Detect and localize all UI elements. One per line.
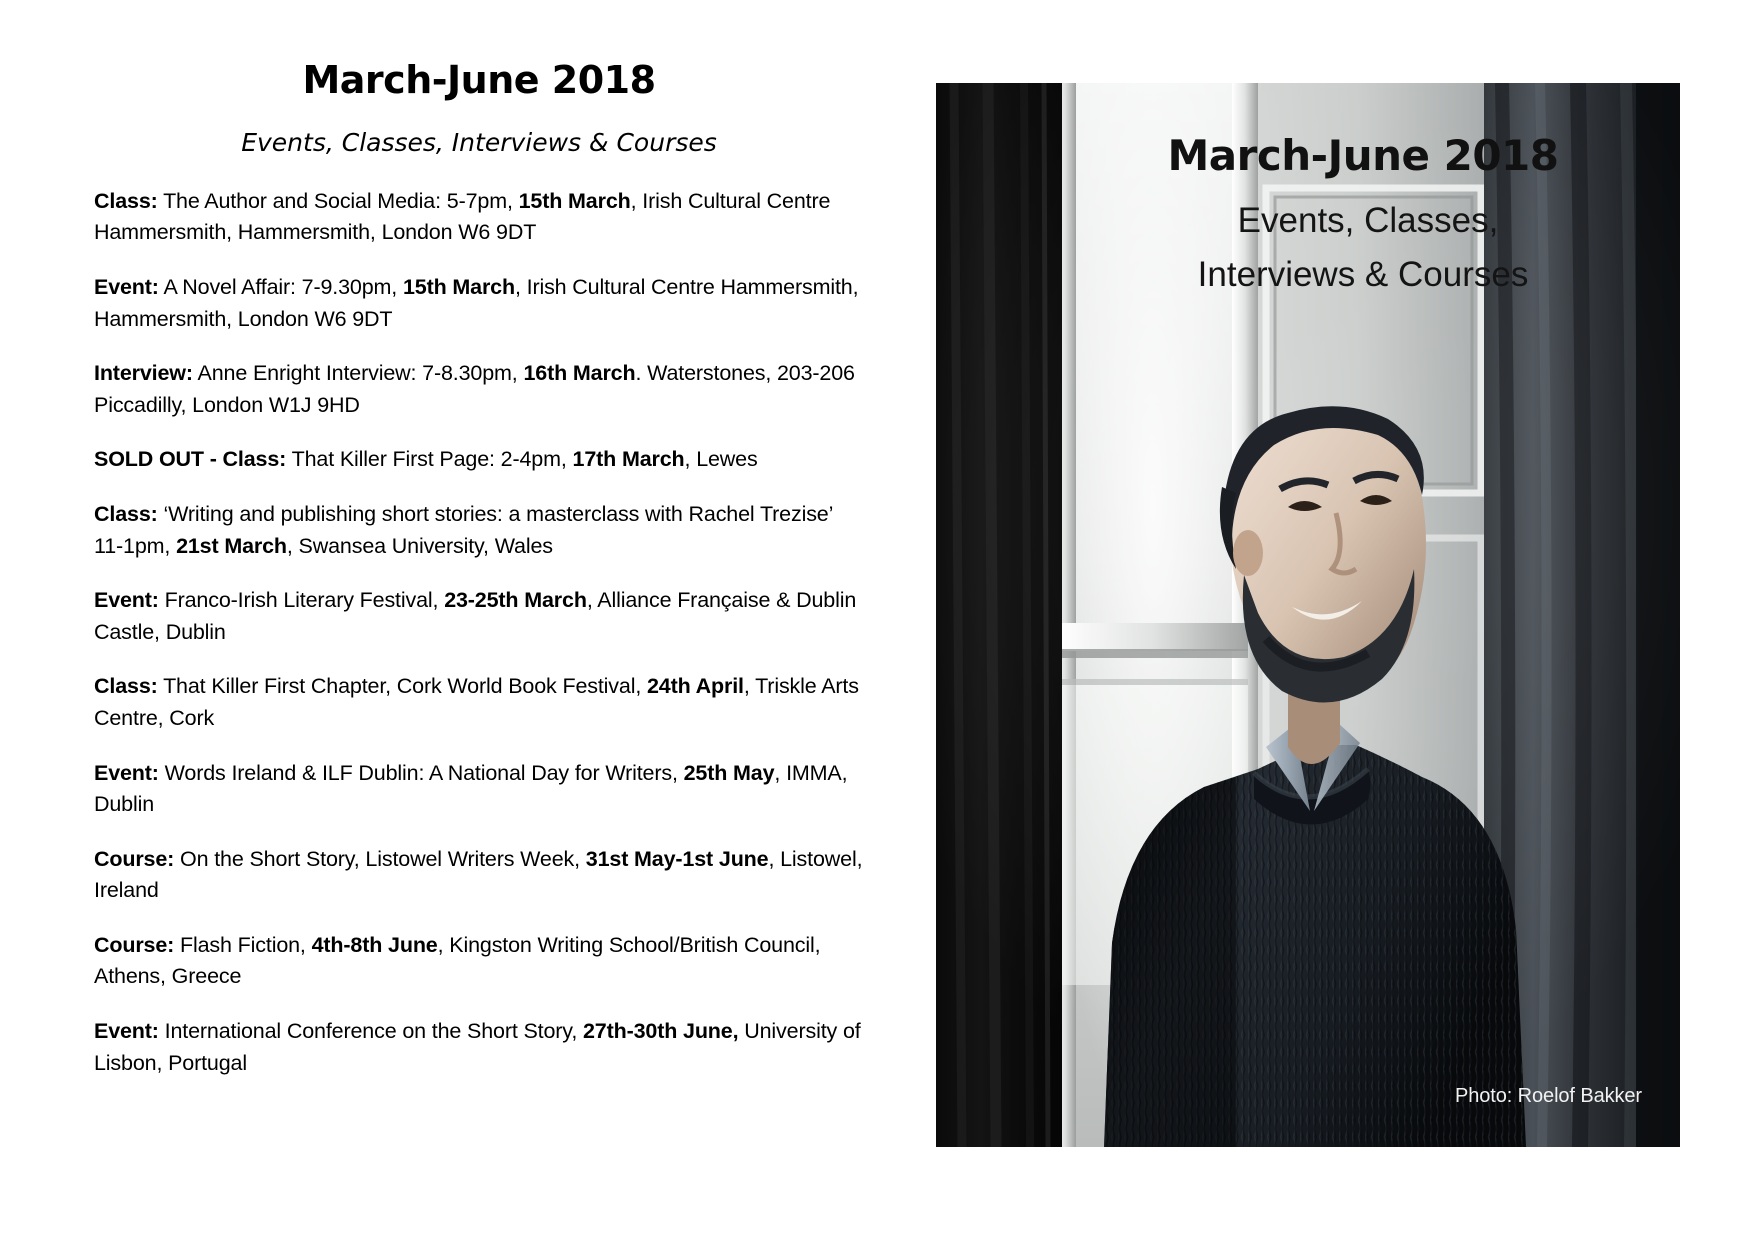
entry-description: That Killer First Chapter, Cork World Book Festival, <box>157 674 647 699</box>
entry-description: That Killer First Page: 2-4pm, <box>286 447 573 472</box>
entry-venue: , Alliance Française & Dublin Castle, Dublin <box>94 588 857 644</box>
entry-category-label: Class: <box>94 188 158 213</box>
entry-category-label: Event: <box>94 274 159 299</box>
overlay-subtitle-line-1: Events, Classes, <box>1237 201 1499 240</box>
entry-category-label: Course: <box>94 932 175 957</box>
entry-category-label: Interview: <box>94 361 193 386</box>
event-entry <box>94 671 864 734</box>
event-entry <box>94 358 864 421</box>
entry-date: 15th March <box>402 274 515 299</box>
entry-date: 23-25th March <box>444 588 587 613</box>
entry-description: International Conference on the Short Story, <box>158 1019 583 1044</box>
entry-venue: , IMMA, Dublin <box>94 760 848 817</box>
entry-category-label: Course: <box>94 846 175 871</box>
entry-date: 27th-30th June, <box>582 1019 739 1044</box>
author-photograph <box>936 83 1680 1147</box>
page-subtitle: Events, Classes, Interviews & Courses <box>241 127 717 157</box>
page-title: March-June 2018 <box>302 58 656 102</box>
entry-venue: , Listowel, Ireland <box>94 846 863 903</box>
event-entry <box>94 272 864 335</box>
entry-date: 25th May <box>683 760 775 785</box>
overlay-subtitle-line-2: Interviews & Courses <box>1197 255 1529 294</box>
event-entry <box>94 585 864 648</box>
event-entry <box>94 499 864 562</box>
event-entry <box>94 1016 864 1079</box>
event-entry <box>94 930 864 993</box>
entry-description: The Author and Social Media: 5-7pm, <box>157 188 519 213</box>
event-entry <box>94 844 864 907</box>
events-listing-column <box>94 60 864 1102</box>
entry-venue: . Waterstones, 203-206 Piccadilly, London W1J 9HD <box>94 361 855 417</box>
entry-list <box>94 186 864 1079</box>
entry-description: A Novel Affair: 7-9.30pm, <box>158 274 403 299</box>
entry-venue: , Lewes <box>684 447 758 472</box>
entry-category-label: Class: <box>94 501 158 526</box>
entry-venue: , Kingston Writing School/British Council, Athens, Greece <box>94 932 821 989</box>
entry-category-label: Class: <box>94 674 158 699</box>
photo-credit: Photo: Roelof Bakker <box>1455 1085 1642 1107</box>
entry-description: Flash Fiction, <box>174 932 312 957</box>
entry-description: On the Short Story, Listowel Writers Week, <box>174 846 586 871</box>
entry-description: ‘Writing and publishing short stories: a masterclass with Rachel Trezise’ 11-1pm, <box>94 501 833 558</box>
event-entry <box>94 186 864 249</box>
entry-date: 31st May-1st June <box>585 846 769 871</box>
entry-venue: University of Lisbon, Portugal <box>94 1019 861 1075</box>
entry-venue: , Swansea University, Wales <box>286 533 553 558</box>
entry-date: 15th March <box>518 188 631 213</box>
photo-text-overlay <box>936 83 1680 1147</box>
entry-description: Anne Enright Interview: 7-8.30pm, <box>192 361 524 386</box>
entry-date: 17th March <box>572 447 685 472</box>
event-entry <box>94 758 864 821</box>
entry-date: 16th March <box>523 361 636 386</box>
entry-date: 21st March <box>176 533 287 558</box>
entry-description: Words Ireland & ILF Dublin: A National Day for Writers, <box>158 760 684 785</box>
event-entry <box>94 444 864 476</box>
entry-date: 4th-8th June <box>311 932 438 957</box>
entry-description: Franco-Irish Literary Festival, <box>158 588 445 613</box>
entry-venue: , Triskle Arts Centre, Cork <box>94 674 859 730</box>
entry-venue: , Irish Cultural Centre Hammersmith, Hammersmith, London W6 9DT <box>94 274 859 331</box>
entry-category-label: Event: <box>94 588 159 613</box>
entry-category-label: Event: <box>94 1019 159 1044</box>
entry-venue: , Irish Cultural Centre Hammersmith, Hammersmith, London W6 9DT <box>94 188 831 245</box>
entry-date: 24th April <box>647 674 744 699</box>
entry-category-label: Event: <box>94 760 159 785</box>
entry-category-label: SOLD OUT - Class: <box>94 447 287 472</box>
overlay-title: March-June 2018 <box>1167 131 1559 180</box>
